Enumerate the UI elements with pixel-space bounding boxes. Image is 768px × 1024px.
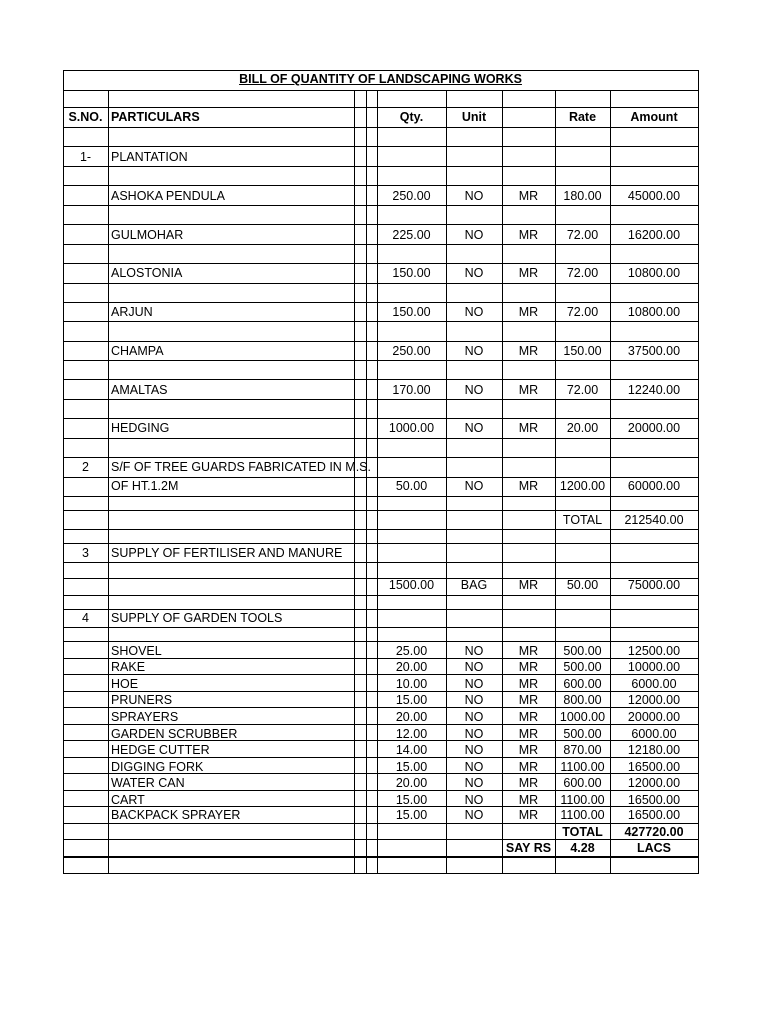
row-rate: 20.00 xyxy=(566,421,599,435)
row-particulars: GULMOHAR xyxy=(111,228,184,242)
row-rate: 1000.00 xyxy=(559,710,606,724)
row-rate: 1100.00 xyxy=(560,760,605,774)
row-mr: MR xyxy=(518,305,539,319)
grid-hline xyxy=(63,496,698,497)
row-qty: 14.00 xyxy=(395,743,428,757)
row-mr: MR xyxy=(518,189,539,203)
row-rate: 1100.00 xyxy=(560,808,605,822)
row-amount: 45000.00 xyxy=(627,189,681,203)
row-rate: 500.00 xyxy=(563,727,602,741)
row-mr: MR xyxy=(518,710,539,724)
grid-hline xyxy=(63,244,698,245)
row-mr: MR xyxy=(518,644,539,658)
row-unit: NO xyxy=(464,760,484,774)
row-particulars: ALOSTONIA xyxy=(111,266,183,280)
row-unit: NO xyxy=(464,228,484,242)
grid-hline xyxy=(63,70,698,71)
document-title: BILL OF QUANTITY OF LANDSCAPING WORKS xyxy=(239,72,522,86)
row-mr: SAY RS xyxy=(505,841,552,855)
row-qty: 15.00 xyxy=(395,793,428,807)
row-rate: 1100.00 xyxy=(560,793,605,807)
grid-hline xyxy=(63,873,698,874)
grid-hline xyxy=(63,166,698,167)
row-particulars: SUPPLY OF GARDEN TOOLS xyxy=(111,611,283,625)
row-amount: 10800.00 xyxy=(627,266,681,280)
grid-hline xyxy=(63,360,698,361)
row-qty: 250.00 xyxy=(392,344,431,358)
grid-hline xyxy=(63,641,698,642)
row-mr: MR xyxy=(518,808,539,822)
grid-hline xyxy=(63,457,698,458)
grid-hline xyxy=(63,107,698,108)
grid-hline xyxy=(63,757,698,758)
row-mr: MR xyxy=(518,421,539,435)
row-sno: 2 xyxy=(82,460,89,474)
row-particulars: OF HT.1.2M xyxy=(111,479,179,493)
row-amount: LACS xyxy=(636,841,672,855)
grid-hline xyxy=(63,857,698,858)
row-rate: 72.00 xyxy=(566,383,599,397)
row-unit: NO xyxy=(464,808,484,822)
row-mr: MR xyxy=(518,677,539,691)
row-unit: NO xyxy=(464,479,484,493)
row-amount: 16500.00 xyxy=(627,808,681,822)
row-sno: 3 xyxy=(82,546,89,560)
row-mr: MR xyxy=(518,660,539,674)
row-rate: 72.00 xyxy=(566,266,599,280)
grid-hline xyxy=(63,790,698,791)
row-unit: NO xyxy=(464,776,484,790)
row-qty: 15.00 xyxy=(395,693,428,707)
row-amount: 12500.00 xyxy=(627,644,681,658)
row-rate: 50.00 xyxy=(566,578,599,592)
grid-vline xyxy=(108,90,109,874)
row-mr: MR xyxy=(518,344,539,358)
row-unit: NO xyxy=(464,660,484,674)
row-amount: 12180.00 xyxy=(627,743,681,757)
row-sno: 1- xyxy=(79,150,92,164)
row-qty: 150.00 xyxy=(392,266,431,280)
row-mr: MR xyxy=(518,383,539,397)
grid-hline xyxy=(63,839,698,840)
row-amount: 60000.00 xyxy=(627,479,681,493)
row-mr: MR xyxy=(518,776,539,790)
row-unit: NO xyxy=(464,793,484,807)
grid-hline xyxy=(63,595,698,596)
row-rate: 4.28 xyxy=(570,841,595,855)
row-amount: 6000.00 xyxy=(631,727,677,741)
row-qty: 20.00 xyxy=(395,660,428,674)
row-mr: MR xyxy=(518,228,539,242)
row-rate: 500.00 xyxy=(563,644,602,658)
grid-hline xyxy=(63,341,698,342)
row-particulars: HEDGING xyxy=(111,421,170,435)
row-particulars: AMALTAS xyxy=(111,383,168,397)
grid-hline xyxy=(63,90,698,91)
row-unit: NO xyxy=(464,710,484,724)
row-particulars: ASHOKA PENDULA xyxy=(111,189,225,203)
row-particulars: ARJUN xyxy=(111,305,153,319)
row-amount: 12240.00 xyxy=(627,383,681,397)
grid-hline xyxy=(63,185,698,186)
row-amount: 20000.00 xyxy=(627,710,681,724)
grid-hline xyxy=(63,283,698,284)
row-particulars: GARDEN SCRUBBER xyxy=(111,727,238,741)
grid-hline xyxy=(63,823,698,824)
row-rate: TOTAL xyxy=(562,825,603,839)
row-qty: 20.00 xyxy=(395,710,428,724)
row-particulars: WATER CAN xyxy=(111,776,185,790)
row-amount: 10800.00 xyxy=(627,305,681,319)
row-rate: 150.00 xyxy=(563,344,602,358)
row-unit: BAG xyxy=(460,578,488,592)
row-qty: 1500.00 xyxy=(388,578,435,592)
row-unit: NO xyxy=(464,644,484,658)
row-amount: 16500.00 xyxy=(627,793,681,807)
grid-hline xyxy=(63,146,698,147)
row-mr: MR xyxy=(518,727,539,741)
row-mr: MR xyxy=(518,793,539,807)
row-rate: TOTAL xyxy=(562,513,603,527)
row-mr: MR xyxy=(518,760,539,774)
row-particulars: CHAMPA xyxy=(111,344,164,358)
grid-hline xyxy=(63,302,698,303)
row-rate: 600.00 xyxy=(563,677,602,691)
row-rate: 1200.00 xyxy=(559,479,606,493)
row-qty: 12.00 xyxy=(395,727,428,741)
row-qty: 25.00 xyxy=(395,644,428,658)
row-unit: NO xyxy=(464,677,484,691)
row-particulars: BACKPACK SPRAYER xyxy=(111,808,241,822)
row-particulars: CART xyxy=(111,793,145,807)
row-amount: 10000.00 xyxy=(627,660,681,674)
grid-hline xyxy=(63,658,698,659)
row-rate: 600.00 xyxy=(563,776,602,790)
row-amount: 12000.00 xyxy=(627,693,681,707)
grid-hline xyxy=(63,477,698,478)
header-rate: Rate xyxy=(568,110,597,124)
row-particulars: RAKE xyxy=(111,660,146,674)
row-particulars: PRUNERS xyxy=(111,693,173,707)
row-amount: 37500.00 xyxy=(627,344,681,358)
row-qty: 20.00 xyxy=(395,776,428,790)
grid-hline xyxy=(63,674,698,675)
grid-hline xyxy=(63,609,698,610)
row-rate: 180.00 xyxy=(563,189,602,203)
row-unit: NO xyxy=(464,693,484,707)
grid-hline xyxy=(63,205,698,206)
row-rate: 500.00 xyxy=(563,660,602,674)
grid-hline xyxy=(63,510,698,511)
row-unit: NO xyxy=(464,344,484,358)
grid-hline xyxy=(63,321,698,322)
row-unit: NO xyxy=(464,727,484,741)
row-rate: 72.00 xyxy=(566,305,599,319)
header-amount: Amount xyxy=(630,110,678,124)
row-amount: 75000.00 xyxy=(627,578,681,592)
row-particulars: SHOVEL xyxy=(111,644,162,658)
row-rate: 870.00 xyxy=(563,743,602,757)
row-amount: 20000.00 xyxy=(627,421,681,435)
row-qty: 170.00 xyxy=(392,383,431,397)
grid-hline xyxy=(63,562,698,563)
grid-hline xyxy=(63,707,698,708)
grid-hline xyxy=(63,379,698,380)
row-qty: 50.00 xyxy=(395,479,428,493)
row-unit: NO xyxy=(464,266,484,280)
header-unit: Unit xyxy=(461,110,487,124)
row-qty: 15.00 xyxy=(395,808,428,822)
row-unit: NO xyxy=(464,189,484,203)
grid-hline xyxy=(63,529,698,530)
row-mr: MR xyxy=(518,479,539,493)
row-qty: 250.00 xyxy=(392,189,431,203)
row-amount: 12000.00 xyxy=(627,776,681,790)
grid-hline xyxy=(63,627,698,628)
row-mr: MR xyxy=(518,266,539,280)
grid-hline xyxy=(63,543,698,544)
header-particulars: PARTICULARS xyxy=(111,110,200,124)
row-particulars: S/F OF TREE GUARDS FABRICATED IN M.S. xyxy=(111,460,371,474)
row-mr: MR xyxy=(518,578,539,592)
grid-hline xyxy=(63,127,698,128)
row-sno: 4 xyxy=(82,611,89,625)
row-particulars: PLANTATION xyxy=(111,150,188,164)
row-unit: NO xyxy=(464,743,484,757)
row-particulars: HOE xyxy=(111,677,139,691)
row-unit: NO xyxy=(464,383,484,397)
row-amount: 427720.00 xyxy=(624,825,684,839)
row-amount: 16500.00 xyxy=(627,760,681,774)
row-particulars: SUPPLY OF FERTILISER AND MANURE xyxy=(111,546,343,560)
header-qty: Qty. xyxy=(399,110,424,124)
row-unit: NO xyxy=(464,305,484,319)
grid-hline xyxy=(63,224,698,225)
row-particulars: SPRAYERS xyxy=(111,710,179,724)
row-rate: 72.00 xyxy=(566,228,599,242)
row-amount: 6000.00 xyxy=(631,677,677,691)
row-mr: MR xyxy=(518,743,539,757)
row-unit: NO xyxy=(464,421,484,435)
grid-hline xyxy=(63,399,698,400)
header-sno: S.NO. xyxy=(68,110,103,124)
row-qty: 1000.00 xyxy=(388,421,435,435)
row-particulars: DIGGING FORK xyxy=(111,760,204,774)
grid-hline xyxy=(63,438,698,439)
row-amount: 16200.00 xyxy=(627,228,681,242)
grid-hline xyxy=(63,418,698,419)
grid-hline xyxy=(63,724,698,725)
grid-vline xyxy=(698,70,699,874)
row-particulars: HEDGE CUTTER xyxy=(111,743,210,757)
row-amount: 212540.00 xyxy=(624,513,684,527)
row-qty: 15.00 xyxy=(395,760,428,774)
grid-hline xyxy=(63,691,698,692)
row-qty: 10.00 xyxy=(395,677,428,691)
row-qty: 150.00 xyxy=(392,305,431,319)
row-qty: 225.00 xyxy=(392,228,431,242)
row-mr: MR xyxy=(518,693,539,707)
row-rate: 800.00 xyxy=(563,693,602,707)
grid-hline xyxy=(63,263,698,264)
